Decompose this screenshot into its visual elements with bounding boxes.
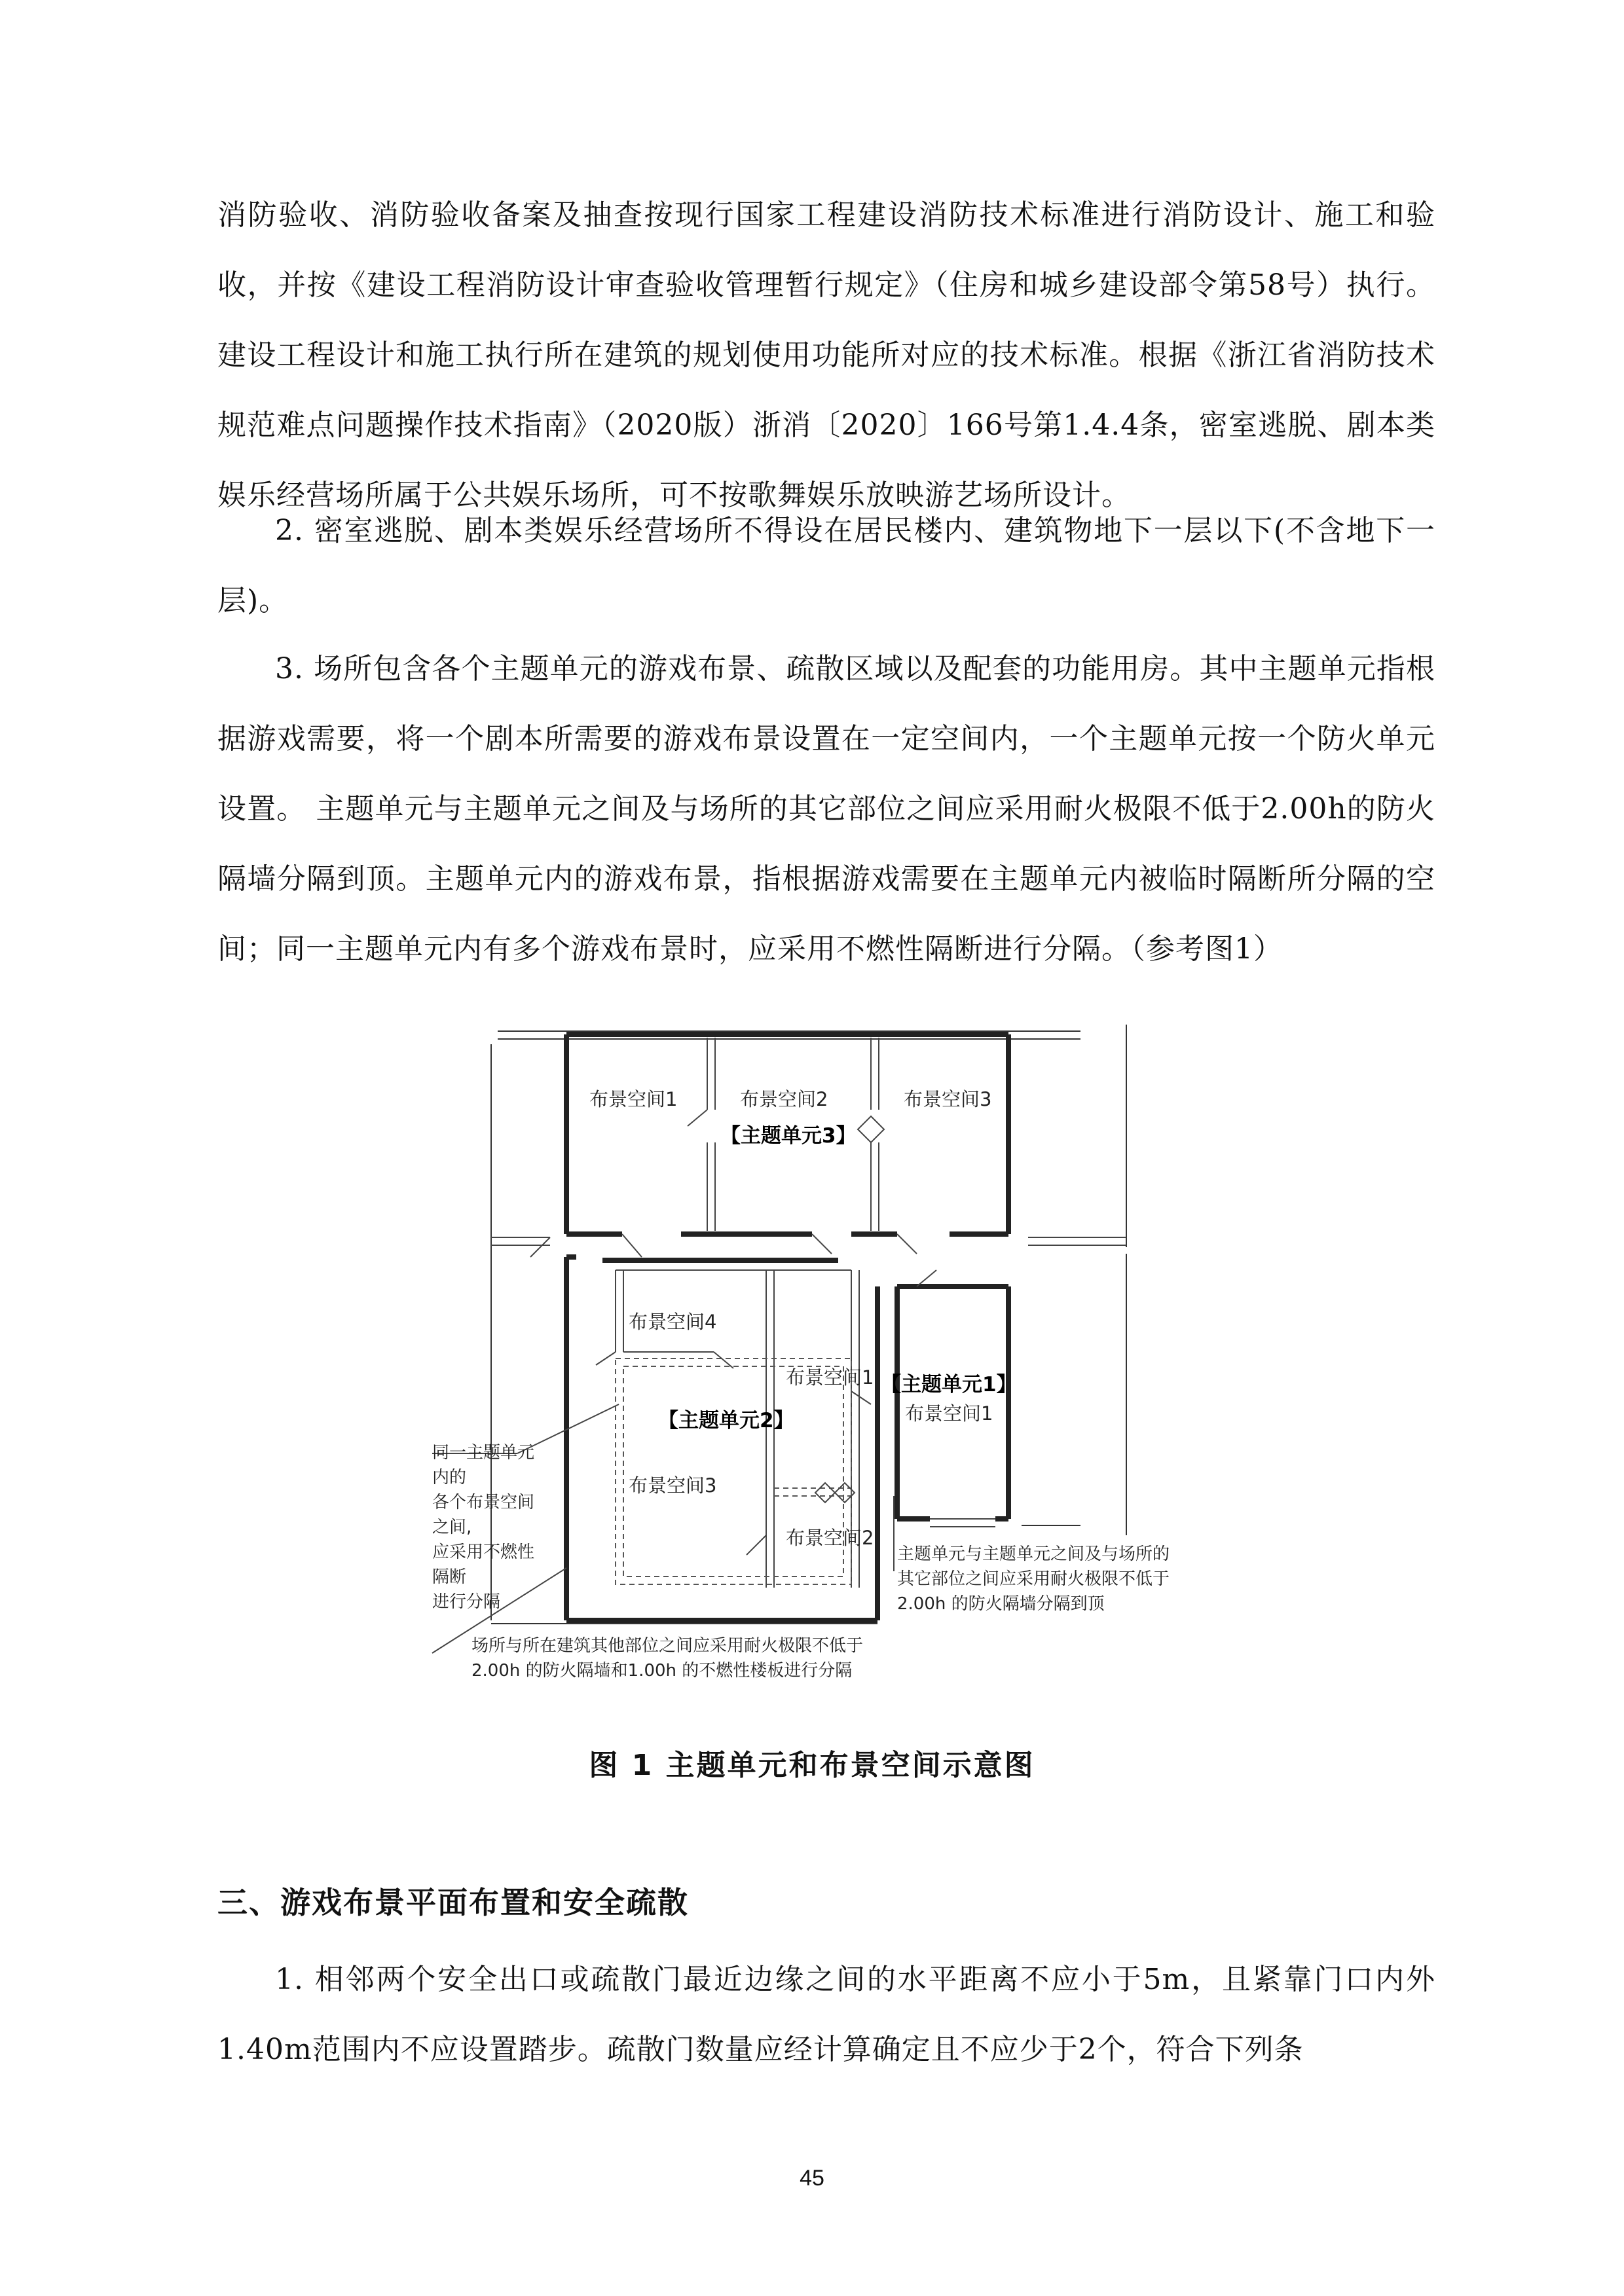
unit1-title: 【主题单元1】 (881, 1373, 1017, 1396)
unit2-title: 【主题单元2】 (658, 1409, 794, 1432)
unit1-space1-label: 布景空间1 (905, 1402, 993, 1425)
figure-caption: 图 1 主题单元和布景空间示意图 (589, 1749, 1035, 1782)
note-left-line: 进行分隔 (432, 1592, 501, 1612)
paragraph-theme-unit: 3. 场所包含各个主题单元的游戏布景、疏散区域以及配套的功能用房。其中主题单元指根据游戏需要，将一个剧本所需要的游戏布景设置在一定空间内，一个主题单元按一个防火单元设置。 主题单元与主题单元之间及与场所的其它部位之间应采用耐火极限不低于2.00h的防火隔墙分隔到顶。主题单元内的游戏布景，指根据游戏需要在主题单元内被临时隔断所分隔的空间；同一主题单元内有多个游戏布景时，应采用不燃性隔断进行分隔。（参考图1） (217, 652, 1435, 966)
floor-plan-figure (419, 1011, 1218, 1696)
unit2-space3-label: 布景空间3 (629, 1474, 717, 1497)
note-right-line: 其它部位之间应采用耐火极限不低于 (897, 1569, 1170, 1589)
note-right (897, 1542, 1211, 1616)
note-bottom-line: 场所与所在建筑其他部位之间应采用耐火极限不低于 (471, 1636, 864, 1656)
note-left-line: 各个布景空间之间, (432, 1493, 535, 1537)
unit2-space4-label: 布景空间4 (629, 1311, 717, 1333)
unit3-space1-label: 布景空间1 (589, 1088, 678, 1110)
note-left-line: 应采用不燃性隔断 (432, 1542, 535, 1587)
note-right-line: 主题单元与主题单元之间及与场所的 (897, 1544, 1170, 1564)
note-bottom-line: 2.00h 的防火隔墙和1.00h 的不燃性楼板进行分隔 (471, 1661, 853, 1681)
note-left (432, 1440, 550, 1614)
unit3-title: 【主题单元3】 (720, 1124, 857, 1148)
paragraph-exit-distance: 1. 相邻两个安全出口或疏散门最近边缘之间的水平距离不应小于5m，且紧靠门口内外1.40m范围内不应设置踏步。疏散门数量应经计算确定且不应少于2个，符合下列条 (217, 1963, 1435, 2066)
note-left-line: 同一主题单元内的 (432, 1443, 535, 1487)
page-number: 45 (800, 2166, 824, 2191)
paragraph-fire-acceptance: 消防验收、消防验收备案及抽查按现行国家工程建设消防技术标准进行消防设计、施工和验收，并按《建设工程消防设计审查验收管理暂行规定》（住房和城乡建设部令第58号）执行。建设工程设计和施工执行所在建筑的规划使用功能所对应的技术标准。根据《浙江省消防技术规范难点问题操作技术指南》（2020版）浙消〔2020〕166号第1.4.4条，密室逃脱、剧本类娱乐经营场所属于公共娱乐场所，可不按歌舞娱乐放映游艺场所设计。 (217, 198, 1435, 512)
note-right-line: 2.00h 的防火隔墙分隔到顶 (897, 1594, 1105, 1614)
note-bottom (471, 1633, 930, 1683)
unit2-space1-label: 布景空间1 (786, 1366, 874, 1389)
unit3-space2-label: 布景空间2 (740, 1088, 828, 1110)
unit3-space3-label: 布景空间3 (904, 1088, 992, 1110)
section-heading: 三、游戏布景平面布置和安全疏散 (217, 1885, 689, 1920)
paragraph-location-restriction: 2. 密室逃脱、剧本类娱乐经营场所不得设在居民楼内、建筑物地下一层以下(不含地下一层)。 (217, 514, 1435, 617)
unit2-space2-label: 布景空间2 (786, 1527, 874, 1549)
